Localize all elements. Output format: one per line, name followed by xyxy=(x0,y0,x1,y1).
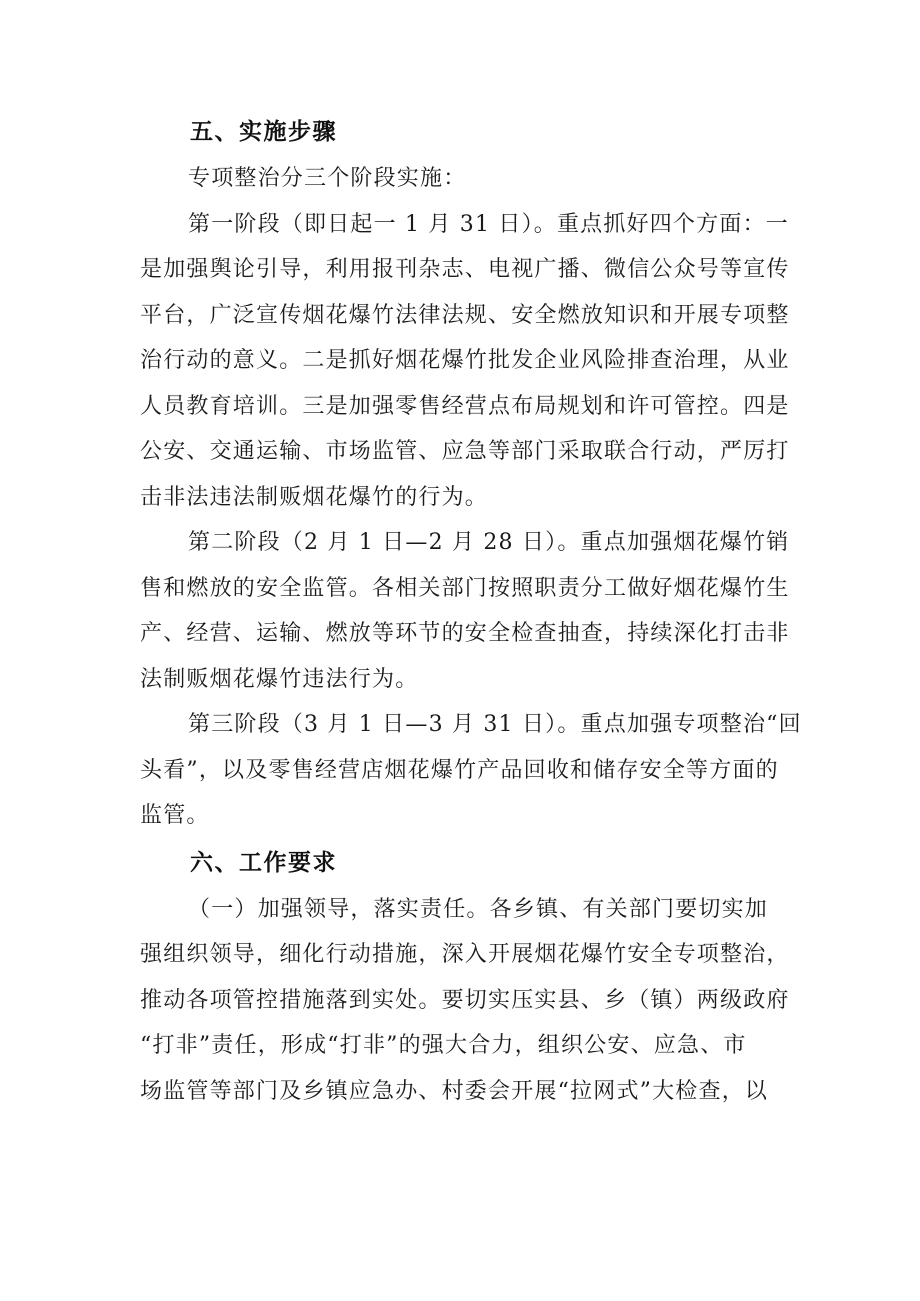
paragraph-stage-1 xyxy=(140,202,790,521)
text-line: 场监管等部门及乡镇应急办、村委会开展“拉网式”大检查，以 xyxy=(140,1078,769,1104)
text-line: 监管。 xyxy=(140,803,210,828)
text-line: 治行动的意义。二是抓好烟花爆竹批发企业风险排查治理，从业 xyxy=(140,348,790,373)
text-line: 第二阶段（2 月 1 日—2 月 28 日）。重点加强烟花爆竹销 xyxy=(188,530,790,555)
paragraph-intro xyxy=(140,156,790,202)
text-line: 平台，广泛宣传烟花爆竹法律法规、安全燃放知识和开展专项整 xyxy=(140,302,790,328)
text-line: 法制贩烟花爆竹违法行为。 xyxy=(140,666,419,692)
text-line: 击非法违法制贩烟花爆竹的行为。 xyxy=(140,484,489,510)
text-line: 强组织领导，细化行动措施，深入开展烟花爆竹安全专项整治， xyxy=(140,942,790,967)
text-line: 售和燃放的安全监管。各相关部门按照职责分工做好烟花爆竹生 xyxy=(140,575,790,601)
text-line: 头看”，以及零售经营店烟花爆竹产品回收和储存安全等方面的 xyxy=(140,757,779,783)
text-line: 是加强舆论引导，利用报刊杂志、电视广播、微信公众号等宣传 xyxy=(140,257,790,282)
text-line: 专项整治分三个阶段实施： xyxy=(188,166,467,191)
text-line: 第一阶段（即日起一 1 月 31 日）。重点抓好四个方面：一 xyxy=(188,211,789,237)
text-line: 产、经营、运输、燃放等环节的安全检查抽查，持续深化打击非 xyxy=(140,621,790,646)
text-line: （一）加强领导，落实责任。各乡镇、有关部门要切实加 xyxy=(188,896,769,922)
text-line: 人员教育培训。三是加强零售经营点布局规划和许可管控。四是 xyxy=(140,393,790,419)
text-line: 公安、交通运输、市场监管、应急等部门采取联合行动，严厉打 xyxy=(140,439,790,464)
paragraph-stage-2 xyxy=(140,520,790,702)
document-body xyxy=(140,108,802,1114)
paragraph-stage-3 xyxy=(140,702,802,839)
paragraph-requirement-1 xyxy=(140,887,790,1115)
text-line: 第三阶段（3 月 1 日—3 月 31 日）。重点加强专项整治“回 xyxy=(188,712,802,737)
section-heading-work-requirements: 六、工作要求 xyxy=(190,849,337,876)
text-line: “打非”责任，形成“打非”的强大合力，组织公安、应急、市 xyxy=(140,1033,747,1058)
text-line: 推动各项管控措施落到实处。要切实压实县、乡（镇）两级政府 xyxy=(140,987,790,1013)
section-heading-implementation-steps: 五、实施步骤 xyxy=(190,119,337,145)
